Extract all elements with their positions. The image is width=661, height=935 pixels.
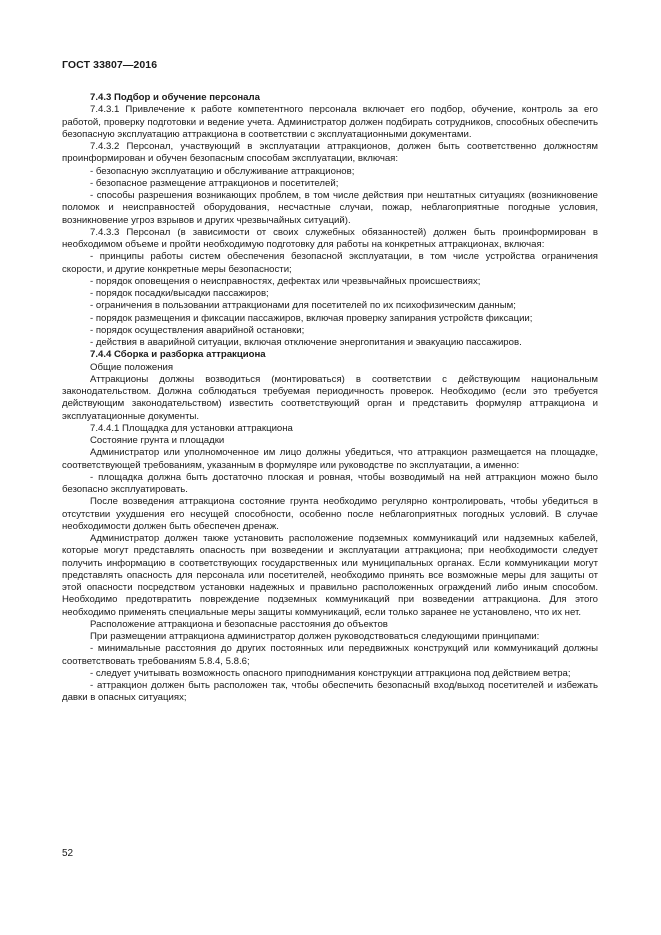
paragraph: 7.4.3.1 Привлечение к работе компетентного персонала включает его подбор, обучение, контроль за его работой, проверку подготовки и ведение учета. Администратор должен подбирать сотрудников, способных обеспечить безопасную эксплуатацию аттракциона в соответствии с эксплуатационными документами. (62, 104, 598, 140)
paragraph: 7.4.3.3 Персонал (в зависимости от своих служебных обязанностей) должен быть проинформирован в необходимом объеме и пройти необходимую подготовку для работы на конкретных аттракционах, включая: (62, 226, 598, 250)
document-body (62, 92, 598, 705)
paragraph: - безопасное размещение аттракционов и посетителей; (90, 177, 339, 189)
paragraph: 7.4.4.1 Площадка для установки аттракциона (90, 422, 293, 434)
paragraph: 7.4.3.2 Персонал, участвующий в эксплуатации аттракционов, должен быть соответственно должностям проинформирован и обучен безопасным способам эксплуатации, включая: (62, 141, 598, 165)
paragraph: Состояние грунта и площадки (90, 435, 225, 446)
paragraph: - способы разрешения возникающих проблем, в том числе действия при нештатных ситуациях (возникновение поломок и неисправностей оборудования, несчастные случаи, пожар, неблагоприятные погодные условия, возникновение угроз взрывов и других чрезвычайных ситуаций). (62, 190, 598, 226)
paragraph: - площадка должна быть достаточно плоская и ровная, чтобы возводимый на ней аттракцион можно было безопасно эксплуатировать. (62, 471, 598, 495)
paragraph: - ограничения в пользовании аттракционами для посетителей по их психофизическим данным; (90, 300, 516, 312)
paragraph: - следует учитывать возможность опасного приподнимания конструкции аттракциона под действием ветра; (90, 667, 571, 679)
paragraph: Общие положения (90, 361, 174, 373)
paragraph: - принципы работы систем обеспечения безопасной эксплуатации, в том числе устройства ограничения скорости, и другие конкретные меры безопасности; (62, 251, 598, 275)
paragraph: Администратор должен также установить расположение подземных коммуникаций или надземных кабелей, которые могут представлять опасность при возведении и эксплуатации аттракциона; при необходимости следует получить информацию в соответствующих государственных или муниципальных органах. Если коммуникации могут представлять опасность для персонала или посетителей, необходимо принять все возможные меры для защиты от этой опасности посредством установки надежных и правильно расположенных ограждений либо иным способом. Необходимо предотвратить повреждение подземных коммуникаций при возведении аттракциона. Для этого необходимо применять специальные меры защиты коммуникаций, если только заранее не установлено, что их нет. (62, 533, 598, 618)
paragraph: - порядок посадки/высадки пассажиров; (90, 288, 269, 299)
paragraph: - аттракцион должен быть расположен так, чтобы обеспечить безопасный вход/выход посетителей и избежать давки в опасных ситуациях; (62, 680, 598, 704)
paragraph: - порядок оповещения о неисправностях, дефектах или чрезвычайных происшествиях; (90, 275, 481, 287)
paragraph: При размещении аттракциона администратор должен руководствоваться следующими принципами: (90, 631, 540, 642)
paragraph: - порядок осуществления аварийной остановки; (90, 324, 305, 336)
paragraph: Администратор или уполномоченное им лицо должны убедиться, что аттракцион размещается на площадке, соответствующей требованиям, указанным в формуляре или руководстве по эксплуатации, а именно: (62, 447, 598, 471)
paragraph: - минимальные расстояния до других постоянных или передвижных конструкций или коммуникаций должны соответствовать требованиям 5.8.4, 5.8.6; (62, 643, 598, 667)
paragraph: - безопасную эксплуатацию и обслуживание аттракционов; (90, 165, 355, 177)
paragraph: После возведения аттракциона состояние грунта необходимо регулярно контролировать, чтобы убедиться в отсутствии ухудшения его несущей способности, особенно после неблагоприятных погодных условий. В случае необходимости должен быть обеспечен дренаж. (62, 496, 598, 532)
paragraph: Аттракционы должны возводиться (монтироваться) в соответствии с действующим национальным законодательством. Должна соблюдаться требуемая периодичность проверок. Необходимо (если это требуется действующим законодательством) известить соответствующий орган и представить формуляр аттракциона и эксплуатационные документы. (62, 373, 598, 422)
paragraph: - действия в аварийной ситуации, включая отключение энергопитания и эвакуацию пассажиров. (90, 337, 522, 348)
paragraph: - порядок размещения и фиксации пассажиров, включая проверку запирания устройств фиксации; (90, 312, 533, 324)
standard-header: ГОСТ 33807—2016 (62, 59, 158, 71)
section-heading: 7.4.3 Подбор и обучение персонала (90, 92, 260, 103)
section-heading: 7.4.4 Сборка и разборка аттракциона (90, 349, 266, 361)
page-number: 52 (62, 848, 74, 859)
paragraph: Расположение аттракциона и безопасные расстояния до объектов (90, 618, 388, 630)
